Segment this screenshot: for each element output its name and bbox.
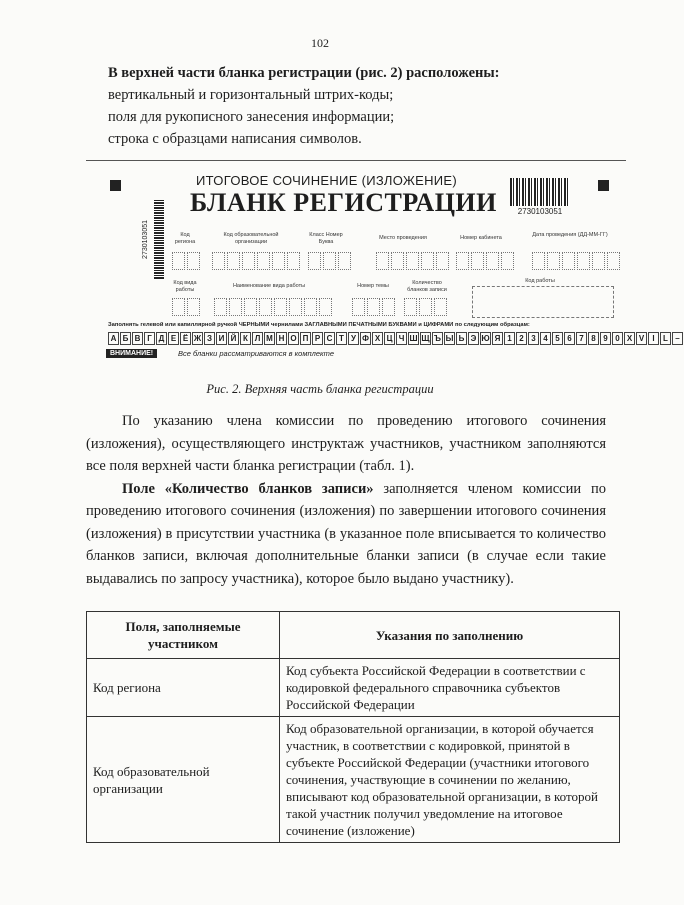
label-topic-number: Номер темы (357, 283, 389, 289)
paragraph-2-bold: Поле «Количество бланков записи» (122, 480, 374, 497)
sample-char-box: В (132, 332, 143, 345)
sample-char-box: Й (228, 332, 239, 345)
label-work-code: Код работы (525, 278, 555, 284)
sample-char-box: М (264, 332, 275, 345)
intro-item: строка с образцами написания символов. (108, 131, 362, 147)
sample-char-box: Ё (180, 332, 191, 345)
attention-text: Все бланки рассматриваются в комплекте (178, 349, 335, 358)
paragraph-2 (86, 478, 606, 591)
label-date: Дата проведения (ДД-ММ-ГГ) (532, 232, 608, 238)
horizontal-barcode-number: 2730103051 (517, 207, 563, 216)
label-work-type-code: Код вида работы (173, 280, 197, 293)
sample-char-box: П (300, 332, 311, 345)
sheet-count-boxes (404, 298, 447, 316)
sample-char-box: Ф (360, 332, 371, 345)
room-boxes (456, 252, 514, 270)
fields-table (86, 611, 620, 843)
sample-char-box: Л (252, 332, 263, 345)
work-type-code-boxes (172, 298, 200, 316)
sample-char-box: Н (276, 332, 287, 345)
sample-char-box: К (240, 332, 251, 345)
sample-char-box: Ь (456, 332, 467, 345)
label-work-type-name: Наименование вида работы (232, 283, 306, 289)
sample-char-box: Д (156, 332, 167, 345)
sample-char-box: Б (120, 332, 131, 345)
sample-char-box: X (624, 332, 635, 345)
sample-char-box: Ш (409, 334, 418, 343)
label-org-code: Код образовательной организации (223, 232, 279, 245)
sample-char-box: Ц (384, 332, 395, 345)
sample-char-box: 4 (540, 332, 551, 345)
sample-char-box: 3 (528, 332, 539, 345)
attention-badge: ВНИМАНИЕ! (106, 349, 157, 358)
table-row (87, 717, 620, 843)
sample-char-box: Э (468, 332, 479, 345)
table-cell-field: Код региона (87, 659, 280, 717)
sample-char-box: Е (168, 332, 179, 345)
date-boxes (532, 252, 620, 270)
figure-caption: Рис. 2. Верхняя часть бланка регистрации (206, 382, 434, 396)
work-code-box (472, 286, 614, 318)
paragraph-1: По указанию члена комиссии по проведению итогового сочинения (изложения), осуществляющего инструктаж участников, участником заполняются все поля верхней части бланка регистрации (табл. 1). (86, 413, 606, 474)
figure-top-line (86, 160, 626, 161)
location-boxes (376, 252, 449, 270)
sample-char-box: 6 (564, 332, 575, 345)
topic-number-boxes (352, 298, 395, 316)
sample-char-box: Р (312, 332, 323, 345)
corner-marker (598, 180, 609, 191)
sample-char-box: 0 (612, 332, 623, 345)
sample-char-box: 5 (552, 332, 563, 345)
sample-char-box: 1 (504, 332, 515, 345)
sample-char-box: Ъ (432, 332, 443, 345)
table-header: Указания по заполнению (280, 612, 620, 659)
sample-char-box: – (672, 332, 683, 345)
table-cell-field: Код образовательной организации (87, 717, 280, 843)
sample-char-box: А (108, 332, 119, 345)
sample-char-box: Я (492, 332, 503, 345)
work-type-name-boxes (214, 298, 332, 316)
label-sheet-count: Количество бланков записи (407, 280, 447, 293)
sample-char-box: I (648, 332, 659, 345)
intro-item: вертикальный и горизонтальный штрих-коды; (108, 87, 394, 103)
sample-characters (108, 332, 684, 345)
table-header-row (87, 612, 620, 659)
label-location: Место проведения (379, 235, 427, 241)
table-row (87, 659, 620, 717)
corner-marker (110, 180, 121, 191)
page-number: 102 (311, 36, 329, 50)
sample-char-box: У (348, 332, 359, 345)
body-text (86, 410, 606, 590)
form-instruction: Заполнять гелевой или капиллярной ручкой ЧЕРНЫМИ чернилами ЗАГЛАВНЫМИ ПЕЧАТНЫМИ БУКВАМИ и ЦИФРАМИ по следующим образцам: (108, 322, 530, 328)
region-code-boxes (172, 252, 200, 270)
sample-char-box: 7 (576, 332, 587, 345)
sample-char-box: Г (144, 332, 155, 345)
intro-lead: В верхней части бланка регистрации (рис. 2) расположены: (108, 65, 500, 81)
sample-char-box: 9 (600, 332, 611, 345)
registration-form-figure (86, 160, 680, 365)
sample-char-box: Ч (396, 332, 407, 345)
table-cell-instructions: Код образовательной организации, в которой обучается участник, в соответствии с кодировкой, принятой в субъекте Российской Федерации (участники итогового сочинения, участвующие в сочинении по желанию, вписывают код образовательной организации, в которой такой участник получил уведомление на итоговое сочинение (изложение) (280, 717, 620, 843)
form-title-big: БЛАНК РЕГИСТРАЦИИ (190, 188, 497, 217)
sample-char-box: И (216, 332, 227, 345)
sample-char-box: V (636, 332, 647, 345)
table-header: Поля, заполняемые участником (87, 612, 280, 659)
intro-item: поля для рукописного занесения информации; (108, 109, 395, 125)
form-title-small: ИТОГОВОЕ СОЧИНЕНИЕ (ИЗЛОЖЕНИЕ) (196, 173, 458, 188)
sample-char-box: С (324, 332, 335, 345)
sample-char-box: 2 (516, 332, 527, 345)
label-room: Номер кабинета (460, 235, 502, 241)
sample-char-box: О (288, 332, 299, 345)
sample-char-box: Т (336, 332, 347, 345)
sample-char-box: Щ (421, 334, 430, 343)
vertical-barcode-number: 2730103051 (142, 220, 149, 259)
sample-char-box: 8 (588, 332, 599, 345)
horizontal-barcode (510, 178, 570, 206)
sample-char-box: Ю (481, 334, 490, 343)
class-boxes (308, 252, 351, 270)
vertical-barcode (154, 200, 164, 280)
org-code-boxes (212, 252, 300, 270)
sample-char-box: З (204, 332, 215, 345)
sample-char-box: Х (372, 332, 383, 345)
label-region-code: Код региона (174, 232, 196, 245)
sample-char-box: Ж (193, 334, 202, 343)
sample-char-box: L (660, 332, 671, 345)
intro-block (108, 62, 578, 150)
label-class: Класс Номер Буква (309, 232, 343, 245)
table-cell-instructions: Код субъекта Российской Федерации в соответствии с кодировкой федерального справочника субъектов Российской Федерации (280, 659, 620, 717)
sample-char-box: Ы (445, 334, 454, 343)
paragraph-2-rest: заполняется членом комиссии по проведению итогового сочинения (изложения) по завершении итогового сочинения (изложения) в присутствии участника (в указанное поле вписывается то количество бланков записи, включая дополнительные бланки записи (в случае если такие выдавались по запросу участника), которое было выдано участнику). (86, 480, 606, 587)
